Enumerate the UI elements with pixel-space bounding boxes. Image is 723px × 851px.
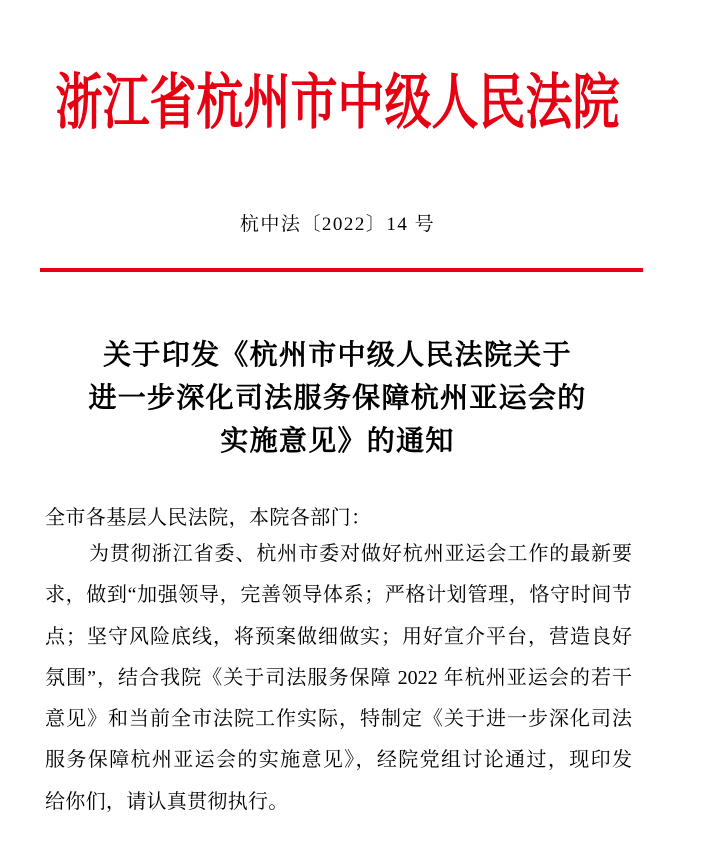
- body-line: 给你们，请认真贯彻执行。: [45, 790, 289, 813]
- title-line: 实施意见》的通知: [220, 426, 455, 457]
- salutation: 全市各基层人民法院，本院各部门：: [45, 507, 372, 529]
- document-number: 杭中法〔2022〕14 号: [239, 214, 436, 235]
- body-line: 为贯彻浙江省委、杭州市委对做好杭州亚运会工作的最新要: [89, 543, 632, 565]
- red-separator-line: [40, 268, 643, 272]
- body-line: 点；坚守风险底线，将预案做细做实；用好宣介平台，营造良好: [45, 625, 632, 648]
- body-line: 服务保障杭州亚运会的实施意见》，经院党组讨论通过，现印发: [45, 749, 632, 772]
- title-line: 关于印发《杭州市中级人民法院关于: [103, 340, 572, 371]
- court-name-header: 浙江省杭州市中级人民法院: [55, 70, 620, 138]
- title-line: 进一步深化司法服务保障杭州亚运会的: [88, 383, 587, 414]
- body-paragraph: [45, 534, 632, 823]
- body-line: 意见》和当前全市法院工作实际，特制定《关于进一步深化司法: [45, 708, 632, 731]
- document-title: [36, 334, 639, 463]
- body-line: 求，做到“加强领导，完善领导体系；严格计划管理，恪守时间节: [45, 584, 632, 607]
- body-line: 氛围”，结合我院《关于司法服务保障 2022 年杭州亚运会的若干: [45, 666, 632, 689]
